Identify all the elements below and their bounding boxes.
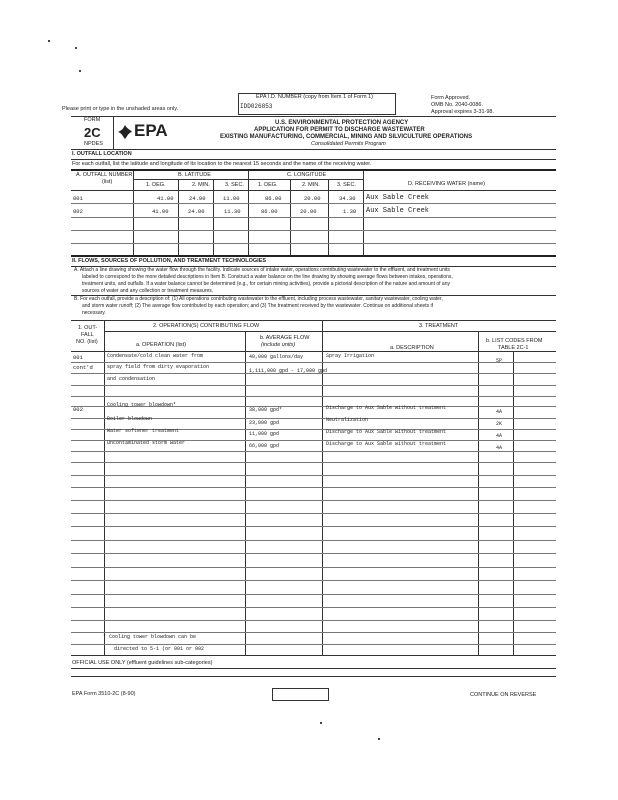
treatment-code: 4A <box>496 445 503 451</box>
treatment-code: 4A <box>496 409 503 415</box>
lon-min: 20.00 <box>300 208 317 215</box>
speck <box>48 40 50 42</box>
lat-sec-header: 3. SEC. <box>225 182 244 188</box>
lat-sec: 11.00 <box>223 195 240 202</box>
lat-min-header: 2. MIN. <box>192 182 210 188</box>
flow-average: 1,111,000 gpd - 17,000 gpd <box>249 368 328 374</box>
flow-operation: Condensate/cold clean water from <box>107 353 204 359</box>
section-1-title: I. OUTFALL LOCATION <box>72 151 132 157</box>
section-2b-line-1: B. For each outfall, provide a description of: (1) All operations contributing wastewater to the effluent, including process wastewater, sanitary wastewater, cooling water, <box>74 296 443 302</box>
lon-deg: 86.00 <box>265 195 282 202</box>
lon-deg: 86.00 <box>261 208 278 215</box>
flow-average: 38,000 gpd* <box>249 407 283 413</box>
print-note: Please print or type in the unshaded areas only. <box>62 106 179 112</box>
approval-line-2: OMB No. 2040-0086. <box>431 102 483 108</box>
flow-operation: Cooling tower blowdown* <box>107 402 177 408</box>
official-use-label: OFFICIAL USE ONLY (effluent guidelines sub-categories) <box>72 660 213 666</box>
agency-name: U.S. ENVIRONMENTAL PROTECTION AGENCY <box>275 120 409 126</box>
outfall-number: 001 <box>73 195 83 202</box>
h-treatment: 3. TREATMENT <box>419 323 459 329</box>
h-outfall-3: NO. (list) <box>76 339 98 345</box>
section-2a-line-2: labeled to correspond to the more detailed descriptions in Item B. Construct a water balance on the line drawing by showing average flows between intakes, operations, <box>82 274 453 280</box>
col-a-header: A. OUTFALL NUMBER <box>76 172 133 178</box>
lon-deg-header: 1. DEG. <box>258 182 278 188</box>
treatment-description: Spray Irrigation <box>326 353 375 359</box>
lon-sec-header: 3. SEC. <box>337 182 356 188</box>
approval-line-1: Form Approved. <box>431 95 471 101</box>
h-operation-list: a. OPERATION (list) <box>136 342 187 348</box>
approval-line-3: Approval expires 3-31-98. <box>431 109 494 115</box>
lon-sec: 1.30 <box>343 208 357 215</box>
continue-on-reverse: CONTINUE ON REVERSE <box>470 692 537 698</box>
outfall-number: 002 <box>73 208 83 215</box>
lon-min-header: 2. MIN. <box>302 182 320 188</box>
section-2a-line-1: A. Attach a line drawing showing the water flow through the facility. Indicate sources of intake water, operations contributing wastewater to the effluent, and treatment units <box>74 267 450 273</box>
section-2a-line-4: sources of water and any collection or treatment measures. <box>82 288 214 294</box>
receiving-water: Aux Sable Creek <box>366 207 430 215</box>
form-number: 2C <box>84 125 101 140</box>
col-a-sub: (list) <box>102 179 113 185</box>
col-c-header: C. LONGITUDE <box>287 172 327 178</box>
flow-operation: Water softener treatment <box>107 428 180 434</box>
flow-outfall: 002 <box>73 406 83 413</box>
h-table-2c: TABLE 2C-1 <box>498 345 529 351</box>
flow-operation: Boiler blowdown <box>107 416 153 422</box>
h-operations: 2. OPERATION(S) CONTRIBUTING FLOW <box>153 323 260 329</box>
flow-operation: spray field from dirty evaporation <box>107 364 210 370</box>
flow-average: 23,000 gpd <box>249 420 280 426</box>
treatment-code: 2K <box>496 421 503 427</box>
flow-average: 40,000 gallons/day <box>249 354 304 360</box>
treatment-code: 4A <box>496 433 503 439</box>
footnote-line-2: directed to 5-1 (or 001 or 002 <box>114 646 205 652</box>
h-list-codes: b. LIST CODES FROM <box>486 338 543 344</box>
lon-sec: 34.30 <box>339 195 356 202</box>
lat-sec: 11.30 <box>224 208 241 215</box>
lat-min: 24.00 <box>189 195 206 202</box>
lat-deg-header: 1. DEG. <box>146 182 166 188</box>
receiving-water: Aux Sable Creek <box>366 194 430 202</box>
header-line-2: APPLICATION FOR PERMIT TO DISCHARGE WASTEWATER <box>254 127 425 133</box>
speck <box>79 70 81 72</box>
header-line-3: EXISTING MANUFACTURING, COMMERCIAL, MINING AND SILVICULTURE OPERATIONS <box>220 134 473 140</box>
lat-deg: 41.00 <box>152 208 169 215</box>
lat-min: 24.00 <box>188 208 205 215</box>
speck <box>378 738 380 740</box>
flow-average: 11,000 gpd <box>249 431 280 437</box>
epa-logo-icon <box>117 124 133 145</box>
h-outfall-2: FALL <box>81 332 94 338</box>
page-number-box <box>272 688 329 701</box>
h-outfall-1: 1. OUT- <box>78 325 98 331</box>
flow-average: 66,000 gpd <box>249 443 280 449</box>
lon-min: 20.00 <box>304 195 321 202</box>
epa-logo-text: EPA <box>134 121 168 140</box>
flow-outfall: 001 <box>73 354 83 361</box>
section-2b-line-2: and storm water runoff; (2) The average flow contributed by each operation; and (3) The treatment received by the wastewater. Continue on additional sheets if <box>82 303 434 309</box>
form-number-footer: EPA Form 3510-2C (8-90) <box>72 691 136 697</box>
treatment-code: 5P <box>496 358 503 364</box>
form-label: FORM <box>84 117 101 123</box>
speck <box>320 722 322 724</box>
epa-id-label: EPA I.D. NUMBER (copy from Item 1 of Form 1) <box>256 94 373 100</box>
treatment-description: Discharge to Aux Sable without treatment <box>326 429 447 435</box>
h-description: a. DESCRIPTION <box>390 345 434 351</box>
flow-operation: and condensation <box>107 376 156 382</box>
treatment-description: Discharge to Aux Sable without treatment <box>326 441 447 447</box>
flow-outfall: cont'd <box>73 364 93 371</box>
section-2a-line-3: treatment units, and outfalls. If a water balance cannot be determined (e.g., for certain mining activities), provide a pictorial description of the nature and amount of any <box>82 281 450 287</box>
h-avg-flow-units: (include units) <box>261 342 296 348</box>
lat-deg: 41.00 <box>157 195 174 202</box>
treatment-description: Discharge to Aux Sable without treatment <box>326 405 447 411</box>
treatment-description: Neutralization <box>326 417 369 423</box>
col-b-header: B. LATITUDE <box>178 172 211 178</box>
section-1-instruction: For each outfall, list the latitude and longitude of its location to the nearest 15 seconds and the name of the receiving water. <box>72 161 372 167</box>
h-avg-flow: b. AVERAGE FLOW <box>260 335 310 341</box>
section-2-title: II. FLOWS, SOURCES OF POLLUTION, AND TREATMENT TECHNOLOGIES <box>72 258 267 264</box>
flow-operation: Uncontaminated storm water <box>107 440 186 446</box>
footnote-line-1: * Cooling tower blowdown can be <box>103 634 197 640</box>
col-d-header: D. RECEIVING WATER (name) <box>408 181 486 187</box>
epa-id-value: IDD026853 <box>240 103 273 110</box>
header-line-4: Consolidated Permits Program <box>311 141 386 147</box>
npdes-label: NPDES <box>84 141 103 147</box>
section-2b-line-3: necessary. <box>82 310 106 316</box>
speck <box>75 47 77 49</box>
